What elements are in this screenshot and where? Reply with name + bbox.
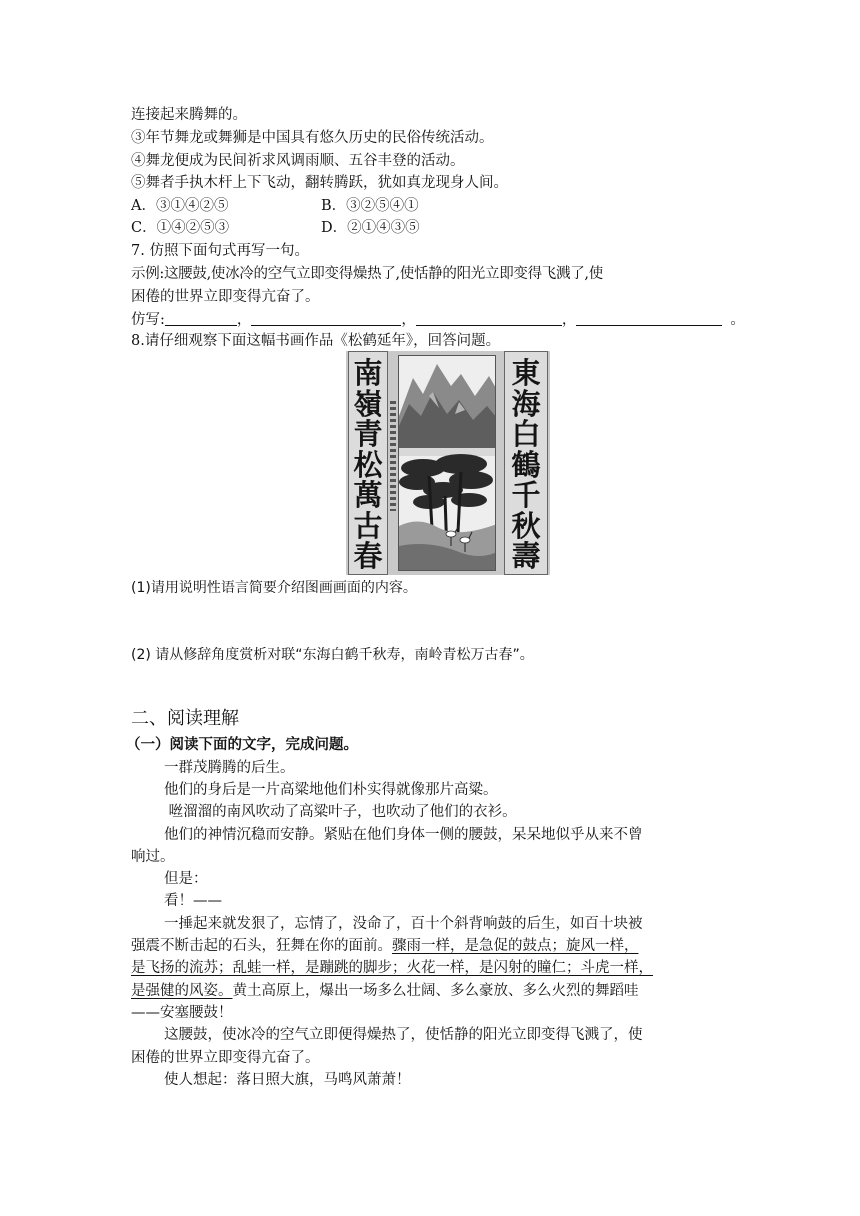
paragraph-2: 他们的身后是一片高粱地他们朴实得就像那片高粱。 [164,782,498,798]
left-couplet-char: 嶺 [353,386,383,421]
right-couplet-char: 鶴 [511,447,541,482]
q7-comma-3: ， [561,312,577,328]
left-couplet-char: 南 [353,356,383,390]
painting-song-he-yan-nian [346,351,550,575]
q8-sub-question-1: (1)请用说明性语言简要介绍图画画面的内容。 [131,580,417,596]
paragraph-8-line2: 困倦的世界立即变得亢奋了。 [131,1050,320,1066]
right-couplet-char: 千 [511,478,541,512]
paragraph-7-plain-a: 强震不断击起的石头，狂舞在你的面前。 [131,938,392,954]
paragraph-8-line1: 这腰鼓，使冰冷的空气立即便得燥热了，使恬静的阳光立即变得飞溅了，使 [164,1027,643,1043]
paragraph-7-line5: ——安塞腰鼓！ [131,1005,233,1021]
landscape-illustration [399,356,496,571]
q7-example-line1: 示例:这腰鼓,使冰冷的空气立即变得燥热了,使恬静的阳光立即变得飞溅了,使 [131,266,603,282]
left-couplet-char: 松 [353,447,383,482]
right-couplet-char: 白 [511,417,541,451]
q8-title: 8.请仔细观察下面这幅书画作品《松鹤延年》，回答问题。 [131,333,501,349]
q7-blank-2[interactable] [251,310,401,326]
q7-imitate-line [131,310,745,330]
q6-item-3: ③年节舞龙或舞狮是中国具有悠久历史的民俗传统活动。 [131,130,494,146]
q6-option-c: C．①④②⑤③ [131,220,230,236]
paragraph-4-line2: 响过。 [131,849,175,865]
paragraph-7-line2 [131,936,639,956]
q7-comma-1: ， [236,312,252,328]
paragraph-4-line1: 他们的神情沉稳而安静。紧贴在他们身体一侧的腰鼓，呆呆地似乎从来不曾 [164,827,643,843]
q7-period: 。 [730,312,745,328]
q7-blank-3[interactable] [416,310,562,326]
q7-comma-2: ， [401,312,416,328]
q7-imitate-label: 仿写: [131,312,165,328]
right-couplet-char: 秋 [511,508,541,543]
left-couplet-scroll [348,351,388,575]
left-couplet-char: 古 [353,508,383,543]
paragraph-9: 使人想起：落日照大旗，马鸣风萧萧！ [164,1072,411,1088]
paragraph-7-plain-b: 黄土高原上，爆出一场多么壮阔、多么豪放、多么火烈的舞蹈哇 [232,983,639,999]
left-couplet-char: 青 [353,417,383,451]
paragraph-5: 但是： [164,871,208,887]
paragraph-3: 咝溜溜的南风吹动了高粱叶子，也吹动了他们的衣衫。 [164,804,517,820]
underlined-passage-c: 是强健的风姿。 [131,983,233,999]
q7-title: 7. 仿照下面句式再写一句。 [131,243,309,259]
reading-sub-heading: （一）阅读下面的文字，完成问题。 [126,736,358,753]
inscription-mark [390,401,396,511]
q6-option-a: A．③①④②⑤ [131,198,229,214]
left-couplet-text [349,358,387,572]
q6-option-b: B．③②⑤④① [321,198,419,214]
right-couplet-char: 海 [511,386,541,421]
section-heading: 二、阅读理解 [131,708,239,729]
q7-blank-1[interactable] [165,310,237,326]
q7-blank-4[interactable] [576,310,722,326]
q6-item-5: ⑤舞者手执木杆上下飞动，翻转腾跃，犹如真龙现身人间。 [131,175,508,191]
paragraph-1: 一群茂腾腾的后生。 [164,760,295,776]
underlined-passage-a: 骤雨一样，是急促的鼓点；旋风一样， [392,938,639,954]
left-couplet-char: 春 [353,539,383,573]
q6-continued-line: 连接起来腾舞的。 [131,107,247,123]
landscape-painting [398,355,496,571]
paragraph-7-line4 [131,981,639,1001]
paragraph-7-line1: 一捶起来就发狠了，忘情了，没命了，百十个斜背响鼓的后生，如百十块被 [164,916,643,932]
right-couplet-text [505,358,547,572]
right-couplet-char: 東 [511,356,541,390]
q6-option-d: D．②①④③⑤ [321,220,420,236]
paragraph-6: 看！—— [164,893,222,909]
right-couplet-char: 壽 [511,539,541,573]
q8-sub-question-2: (2) 请从修辞角度赏析对联“东海白鹤千秋寿，南岭青松万古春”。 [131,647,534,663]
underlined-passage-b: 是飞扬的流苏；乱蛙一样，是蹦跳的脚步；火花一样，是闪射的瞳仁；斗虎一样， [131,960,653,976]
right-couplet-scroll [504,351,548,575]
left-couplet-char: 萬 [353,478,383,512]
q6-item-4: ④舞龙便成为民间祈求风调雨顺、五谷丰登的活动。 [131,153,465,169]
q7-example-line2: 困倦的世界立即变得亢奋了。 [131,289,320,305]
